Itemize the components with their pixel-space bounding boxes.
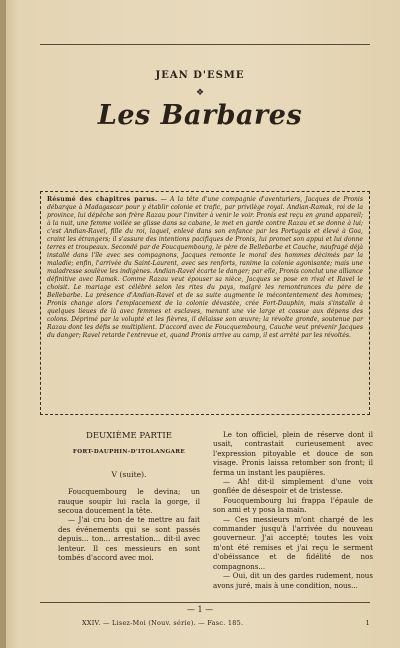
chapter-heading: V (suite). bbox=[111, 469, 147, 479]
footer-publication: XXIV. — Lisez-Moi (Nouv. série). — Fasc. 185. bbox=[82, 619, 244, 627]
footer-sheet-number: 1 bbox=[365, 619, 370, 627]
page-number: — 1 — bbox=[186, 605, 214, 614]
summary-paragraph bbox=[47, 196, 363, 340]
paragraph: — Ces messieurs m'ont chargé de les commander jusqu'à l'arrivée du nouveau gouverneur. J'ai accepté; toutes les voix m'ont été remises et j'ai reçu le serment d'obéissance et de fidélité de nos compagnons... bbox=[213, 514, 373, 571]
paragraph: Foucquembourg le devina; un rauque soupir lui racla la gorge, il secoua doucement la tête. bbox=[58, 487, 200, 516]
location-heading: FORT-DAUPHIN-D'ITOLANGARE bbox=[72, 449, 186, 456]
paragraph: Foucquembourg lui frappa l'épaule de son ami et y posa la main. bbox=[213, 495, 373, 515]
part-heading: DEUXIÈME PARTIE bbox=[86, 431, 172, 441]
paragraph: — Oui, dit un des gardes rudement, nous avons juré, mais à une condition, nous... bbox=[213, 571, 373, 590]
paragraph: — Ah! dit-il simplement d'une voix gonflée de désespoir et de tristesse. bbox=[213, 477, 373, 496]
summary-text: — A la tête d'une compagnie d'aventuriers, Jacques de Pronis débarque à Madagascar pour y établir colonie et trafic, par privilège royal. Andian-Ramak, roi de la province, lui dépêche son frère Razau pour l'inviter à venir le voir. Pronis est reçu en grand appareil; à la nuit, une femme voilée se glisse dans sa cabane, le met en garde contre Razau et se donne à lui; c'est Andian-Ravel, fille du roi, laquel, enlevé dans son enfance par les Portugais et élevé à Goa, craint les étrangers; il s'assure des intentions pacifiques de Pronis, lui promet son appui et lui donne terres et troupeaux. Secondé par de Foucquembourg, le père de Bellebarbe et Cauche, naufragé déjà installé dans l'île avec ses compagnons, Jacques remonte le moral des hommes décimés par la maladie; enfin, l'arrivée du Saint-Laurent, avec ses renforts, ranime la colonie agonisante; mais une maladresse soulève les indigènes. Andian-Ravel écarte le danger; par elle, Pronis conclut une alliance définitive avec Ramak. Comme Razau veut épouser sa nièce, Jacques se pose en rival et Ravel le choisit. Le mariage est célébré selon les rites du pays, malgré les remontrances du père de Bellebarbe. La présence d'Andian-Ravel et de sa suite augmente le mécontentement des hommes; Pronis change alors l'emplacement de la colonie dévastée, crée Fort-Dauphin, mais s'installe à quelques lieues de là avec femmes et esclaves, menant une vie large et cossue aux dépens des colons. Déprimé par la volupté et les fièvres, il délaisse son œuvre; la révolte gronde, soutenue par Razau dont les défis se multiplient. D'accord avec de Foucquembourg, Cauche veut prévenir Jacques du danger; Ravel retarde l'entrevue et, quand Pronis arrive au camp, il est arrêté par les révoltés. bbox=[47, 196, 363, 339]
page-title: Les Barbares bbox=[97, 100, 303, 131]
right-column bbox=[213, 430, 373, 605]
author-name: JEAN D'ESME bbox=[155, 70, 245, 81]
top-rule bbox=[40, 44, 370, 45]
paragraph: Le ton officiel, plein de réserve dont il usait, contrastait curieusement avec l'expression pitoyable et douce de son visage. Pronis laissa retomber son front; il ferma un instant les paupières. bbox=[213, 430, 373, 477]
footer bbox=[82, 619, 382, 627]
ornament-icon: ❖ bbox=[195, 88, 205, 98]
summary-heading: Résumé des chapitres parus. bbox=[47, 196, 158, 203]
footer-rule bbox=[40, 602, 370, 603]
left-column bbox=[58, 430, 200, 602]
paragraph: — J'ai cru bon de te mettre au fait des événements qui se sont passés depuis... ton... arrestation... dit-il avec lenteur. Il ces messieurs en sont tombés d'accord avec moi. bbox=[58, 515, 200, 563]
chapter-summary-box bbox=[40, 191, 370, 415]
